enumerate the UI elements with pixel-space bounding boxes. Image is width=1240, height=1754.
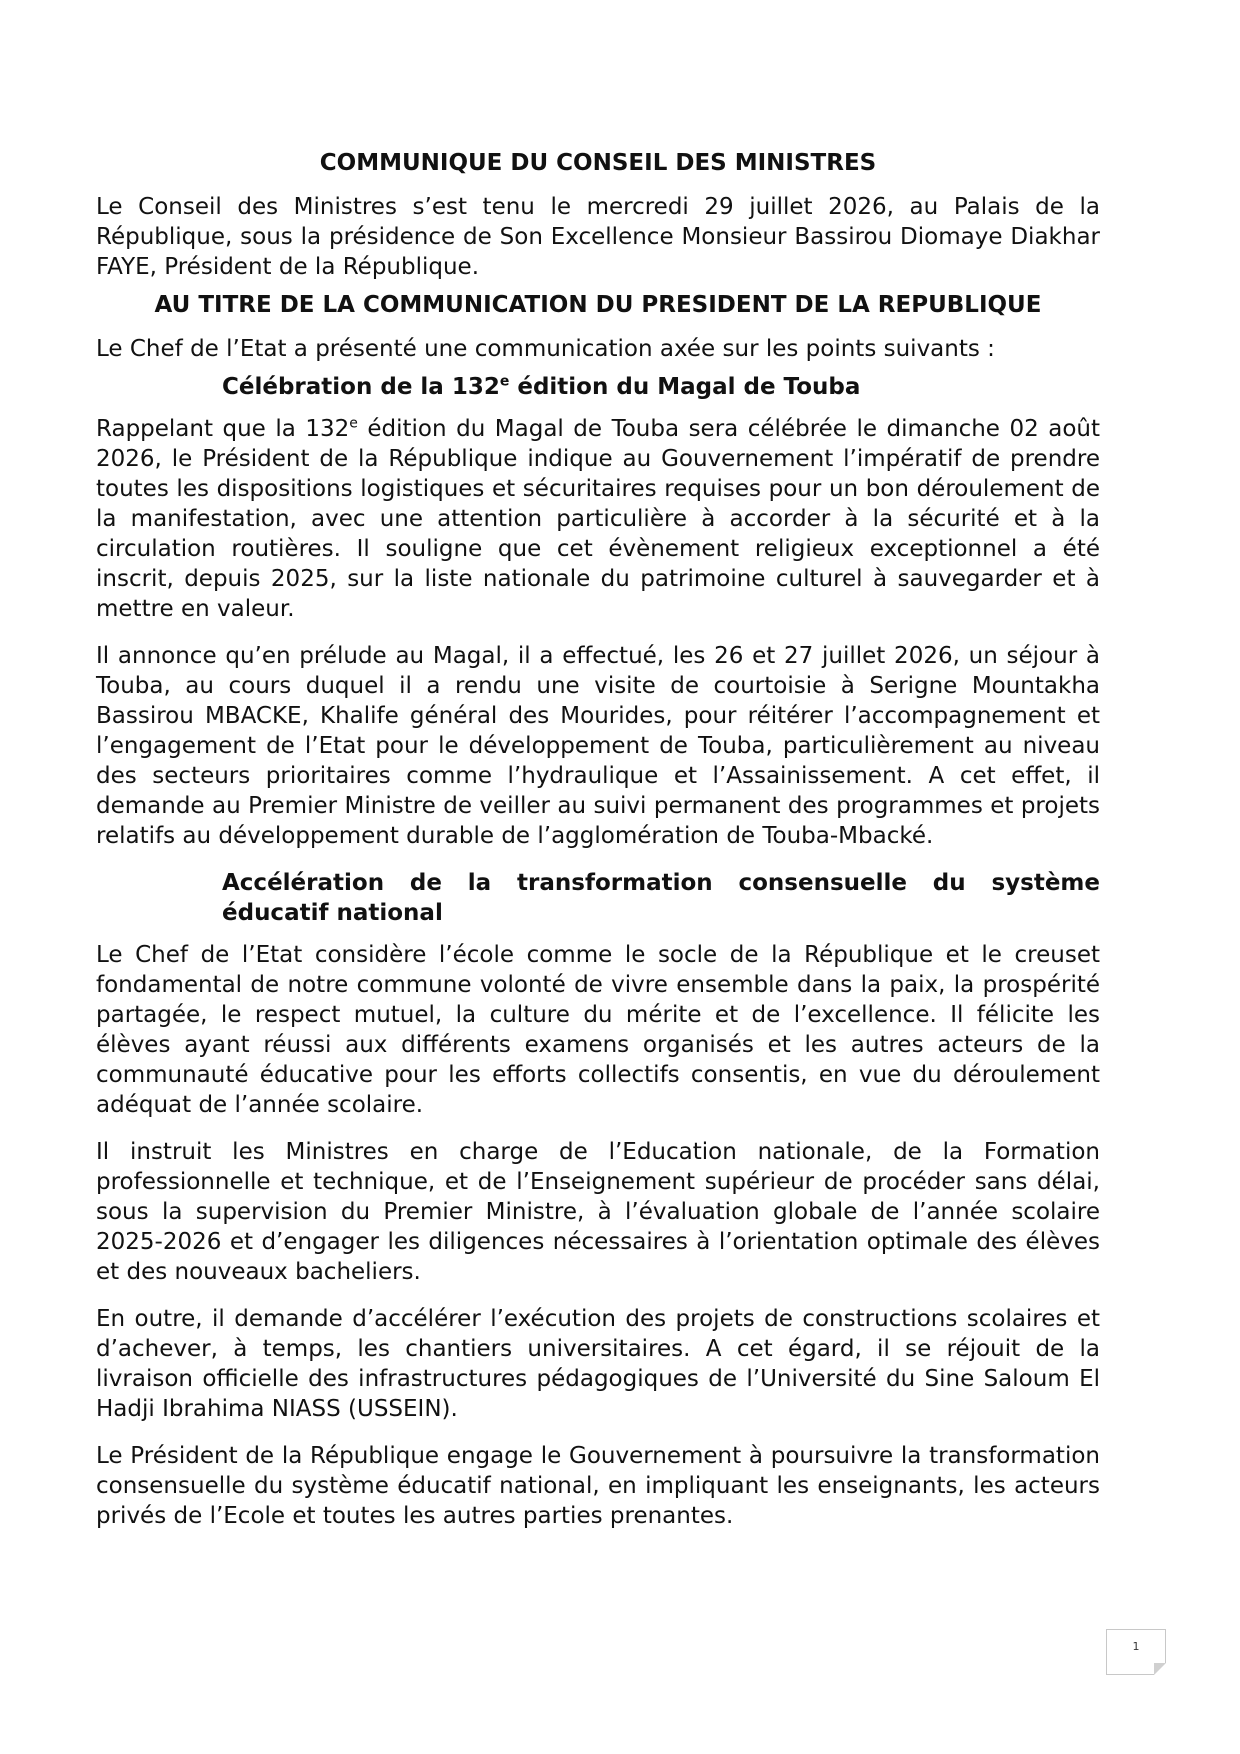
paragraph-education-2: Il instruit les Ministres en charge de l’Education nationale, de la Formation professionnelle et technique, et de l’Enseignement supérieur de procéder sans délai, sous la supervision du Premier Ministre, à l’évaluation globale de l’année scolaire 2025-2026 et d’engager les diligences nécessaires à l’orientation optimale des élèves et des nouveaux bacheliers.: [96, 1139, 1100, 1285]
paragraph-education-3: En outre, il demande d’accélérer l’exécution des projets de constructions scolaires et d’achever, à temps, les chantiers universitaires. A cet égard, il se réjouit de la livraison officielle des infrastructures pédagogiques de l’Université du Sine Saloum El Hadji Ibrahima NIASS (USSEIN).: [96, 1306, 1100, 1422]
page-number-box: [1106, 1629, 1166, 1675]
paragraph-magal-1-end: édition du Magal de Touba sera célébrée le dimanche 02 août 2026, le Président de la République indique au Gouvernement l’impératif de prendre toutes les dispositions logistiques et sécuritaires requises pour un bon déroulement de la manifestation, avec une attention particulière à accorder à la sécurité et à la circulation routières. Il souligne que cet évènement religieux exceptionnel a été inscrit, depuis 2025, sur la liste nationale du patrimoine culturel à sauvegarder et à mettre en valeur.: [96, 416, 1100, 622]
subheading-magal: [222, 372, 1100, 402]
paragraph-education-1: Le Chef de l’Etat considère l’école comme le socle de la République et le creuset fondamental de notre commune volonté de vivre ensemble dans la paix, la prospérité partagée, le respect mutuel, la culture du mérite et de l’excellence. Il félicite les élèves ayant réussi aux différents examens organisés et les autres acteurs de la communauté éducative pour les efforts collectifs consentis, en vue du déroulement adéquat de l’année scolaire.: [96, 942, 1100, 1118]
subheading-magal-text-end: édition du Magal de Touba: [509, 374, 861, 400]
paragraph-magal-1: [96, 414, 1100, 624]
section-title: AU TITRE DE LA COMMUNICATION DU PRESIDENT DE LA REPUBLIQUE: [154, 292, 1042, 318]
page-number: 1: [1132, 1640, 1140, 1653]
section-intro: Le Chef de l’Etat a présenté une communication axée sur les points suivants :: [96, 336, 995, 362]
paragraph-magal-1-start: Rappelant que la 132: [96, 416, 350, 442]
superscript-e: e: [499, 373, 510, 390]
page-fold-icon: [1154, 1663, 1166, 1675]
intro-paragraph: Le Conseil des Ministres s’est tenu le mercredi 29 juillet 2026, au Palais de la République, sous la présidence de Son Excellence Monsieur Bassirou Diomaye Diakhar FAYE, Président de la République.: [96, 194, 1100, 280]
subheading-education: Accélération de la transformation consensuelle du système éducatif national: [222, 870, 1100, 926]
paragraph-education-4: Le Président de la République engage le Gouvernement à poursuivre la transformation consensuelle du système éducatif national, en impliquant les enseignants, les acteurs privés de l’Ecole et toutes les autres parties prenantes.: [96, 1443, 1100, 1529]
superscript-e: e: [349, 415, 358, 432]
subheading-magal-text-start: Célébration de la 132: [222, 374, 500, 400]
document-title: COMMUNIQUE DU CONSEIL DES MINISTRES: [319, 150, 877, 176]
document-page: [96, 148, 1100, 1548]
paragraph-magal-2: Il annonce qu’en prélude au Magal, il a effectué, les 26 et 27 juillet 2026, un séjour à Touba, au cours duquel il a rendu une visite de courtoisie à Serigne Mountakha Bassirou MBACKE, Khalife général des Mourides, pour réitérer l’accompagnement et l’engagement de l’Etat pour le développement de Touba, particulièrement au niveau des secteurs prioritaires comme l’hydraulique et l’Assainissement. A cet effet, il demande au Premier Ministre de veiller au suivi permanent des programmes et projets relatifs au développement durable de l’agglomération de Touba-Mbacké.: [96, 643, 1100, 849]
